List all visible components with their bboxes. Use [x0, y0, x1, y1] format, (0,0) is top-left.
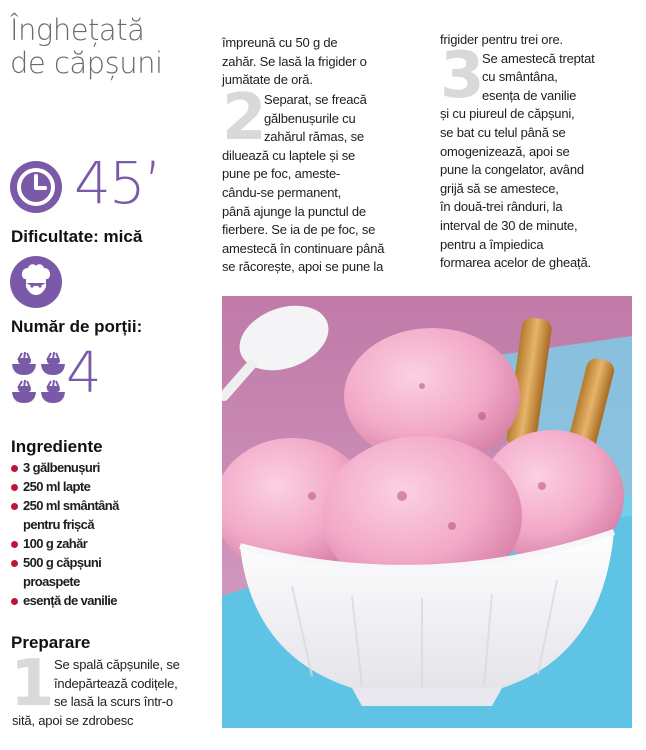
servings-count: 4 [66, 341, 102, 406]
ingredient-item: esență de vanilie [11, 591, 211, 610]
ingredients-title: Ingrediente [11, 437, 103, 456]
ingredients-list [11, 458, 211, 610]
step-1-text-continued: împreună cu 50 g de zahăr. Se lasă la frigider o jumătate de oră. [222, 35, 367, 88]
step-3-text: frigider pentru trei ore. Se amestecă treptat cu smântâna, esența de vanilie și cu piureul de căpșuni, se bat cu telul până se omogenizează, apoi se pune la congelator, având grijă să se amestece, în două-trei rânduri, la interval de 30 de minute, pentru a împiedica formarea acelor de gheață. [440, 32, 595, 271]
ingredient-item: 100 g zahăr [11, 534, 211, 553]
preparation-title: Preparare [11, 633, 91, 652]
prep-time: 45’ [74, 149, 161, 217]
recipe-title [10, 14, 220, 80]
recipe-title-line-2: de căpșuni [10, 46, 163, 80]
step-1-text: Se spală căpșunile, se îndepărtează codițele, se lasă la scurs într-o sită, apoi se zdrobesc [12, 657, 180, 728]
step-2-number: 2 [222, 81, 267, 155]
step-3-number: 3 [440, 39, 485, 113]
step-1-number: 1 [10, 647, 55, 721]
clock-icon [10, 161, 62, 213]
ingredient-item: 250 ml lapte [11, 477, 211, 496]
ingredient-item: 250 ml smântână pentru frișcă [11, 496, 211, 534]
bowls-icon [10, 350, 68, 406]
step-2-text: Separat, se freacă gălbenușurile cu zahărul rămas, se diluează cu laptele și se pune pe foc, ameste- cându-se permanent, până ajunge la punctul de fierbere. Se ia de pe foc, se amestecă în continuare până se răcorește, apoi se pune la [222, 92, 385, 275]
recipe-title-line-1: Înghețată [10, 13, 145, 47]
servings-label: Număr de porții: [11, 317, 143, 336]
difficulty-label: Dificultate: mică [11, 227, 143, 246]
ingredient-item: 500 g căpșuni proaspete [11, 553, 211, 591]
ingredient-item: 3 gălbenușuri [11, 458, 211, 477]
ice-cream-photo [222, 296, 632, 728]
chef-hat-icon [10, 256, 62, 308]
